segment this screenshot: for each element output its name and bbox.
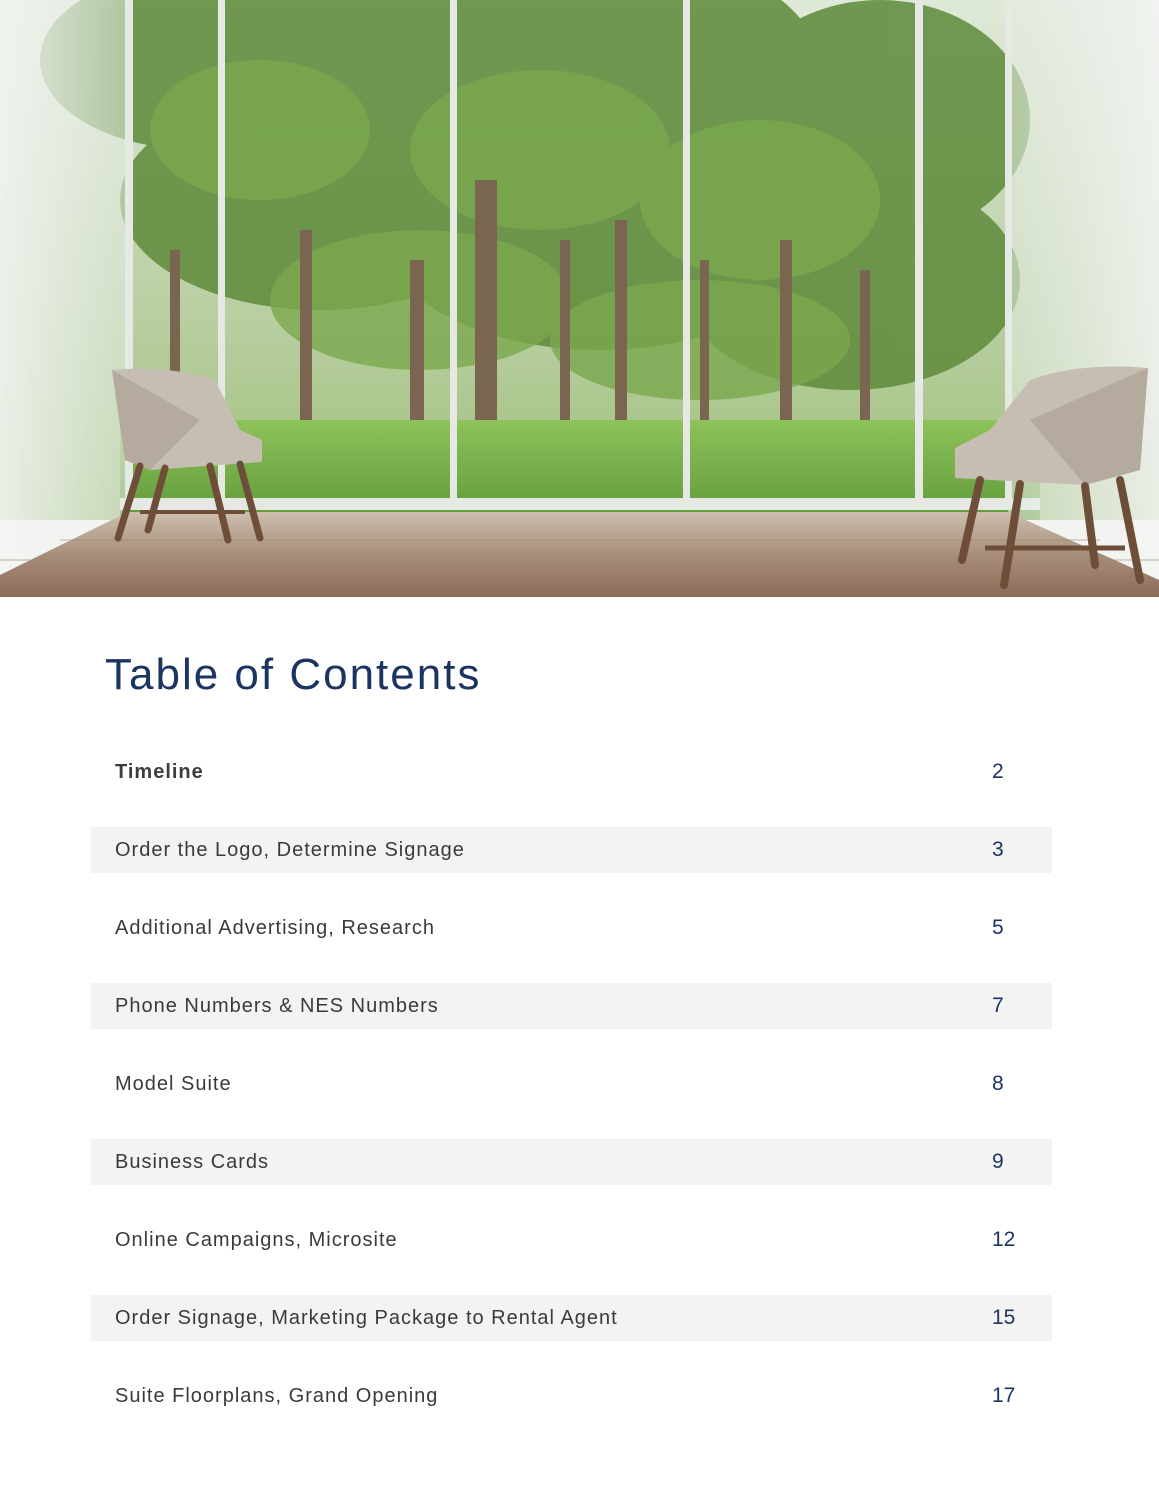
- forest-room-photo-icon: [0, 0, 1159, 597]
- toc-row[interactable]: [91, 1061, 1052, 1107]
- toc-row[interactable]: [91, 1139, 1052, 1185]
- toc-row-label: Order the Logo, Determine Signage: [115, 838, 465, 861]
- table-of-contents: [91, 749, 1052, 1451]
- toc-row-label: Phone Numbers & NES Numbers: [115, 994, 439, 1017]
- toc-row-label: Suite Floorplans, Grand Opening: [115, 1384, 439, 1407]
- toc-row-label: Timeline: [115, 760, 204, 783]
- toc-row-page: 15: [992, 1306, 1016, 1329]
- toc-row-label: Additional Advertising, Research: [115, 916, 435, 939]
- toc-row-page: 2: [992, 760, 1004, 783]
- page-title: Table of Contents: [105, 650, 482, 699]
- toc-row-page: 7: [992, 994, 1004, 1017]
- toc-row-page: 8: [992, 1072, 1004, 1095]
- toc-row[interactable]: [91, 905, 1052, 951]
- toc-row[interactable]: [91, 827, 1052, 873]
- toc-row-page: 5: [992, 916, 1004, 939]
- toc-row[interactable]: [91, 1373, 1052, 1419]
- toc-row[interactable]: [91, 983, 1052, 1029]
- toc-row-page: 3: [992, 838, 1004, 861]
- toc-row[interactable]: [91, 1217, 1052, 1263]
- toc-row-page: 9: [992, 1150, 1004, 1173]
- toc-row-label: Model Suite: [115, 1072, 232, 1095]
- toc-row-label: Online Campaigns, Microsite: [115, 1228, 398, 1251]
- toc-row-label: Order Signage, Marketing Package to Rental Agent: [115, 1306, 618, 1329]
- hero-image: [0, 0, 1159, 597]
- toc-row-page: 12: [992, 1228, 1016, 1251]
- toc-row[interactable]: [91, 749, 1052, 795]
- toc-row-label: Business Cards: [115, 1150, 270, 1173]
- toc-row[interactable]: [91, 1295, 1052, 1341]
- toc-row-page: 17: [992, 1384, 1016, 1407]
